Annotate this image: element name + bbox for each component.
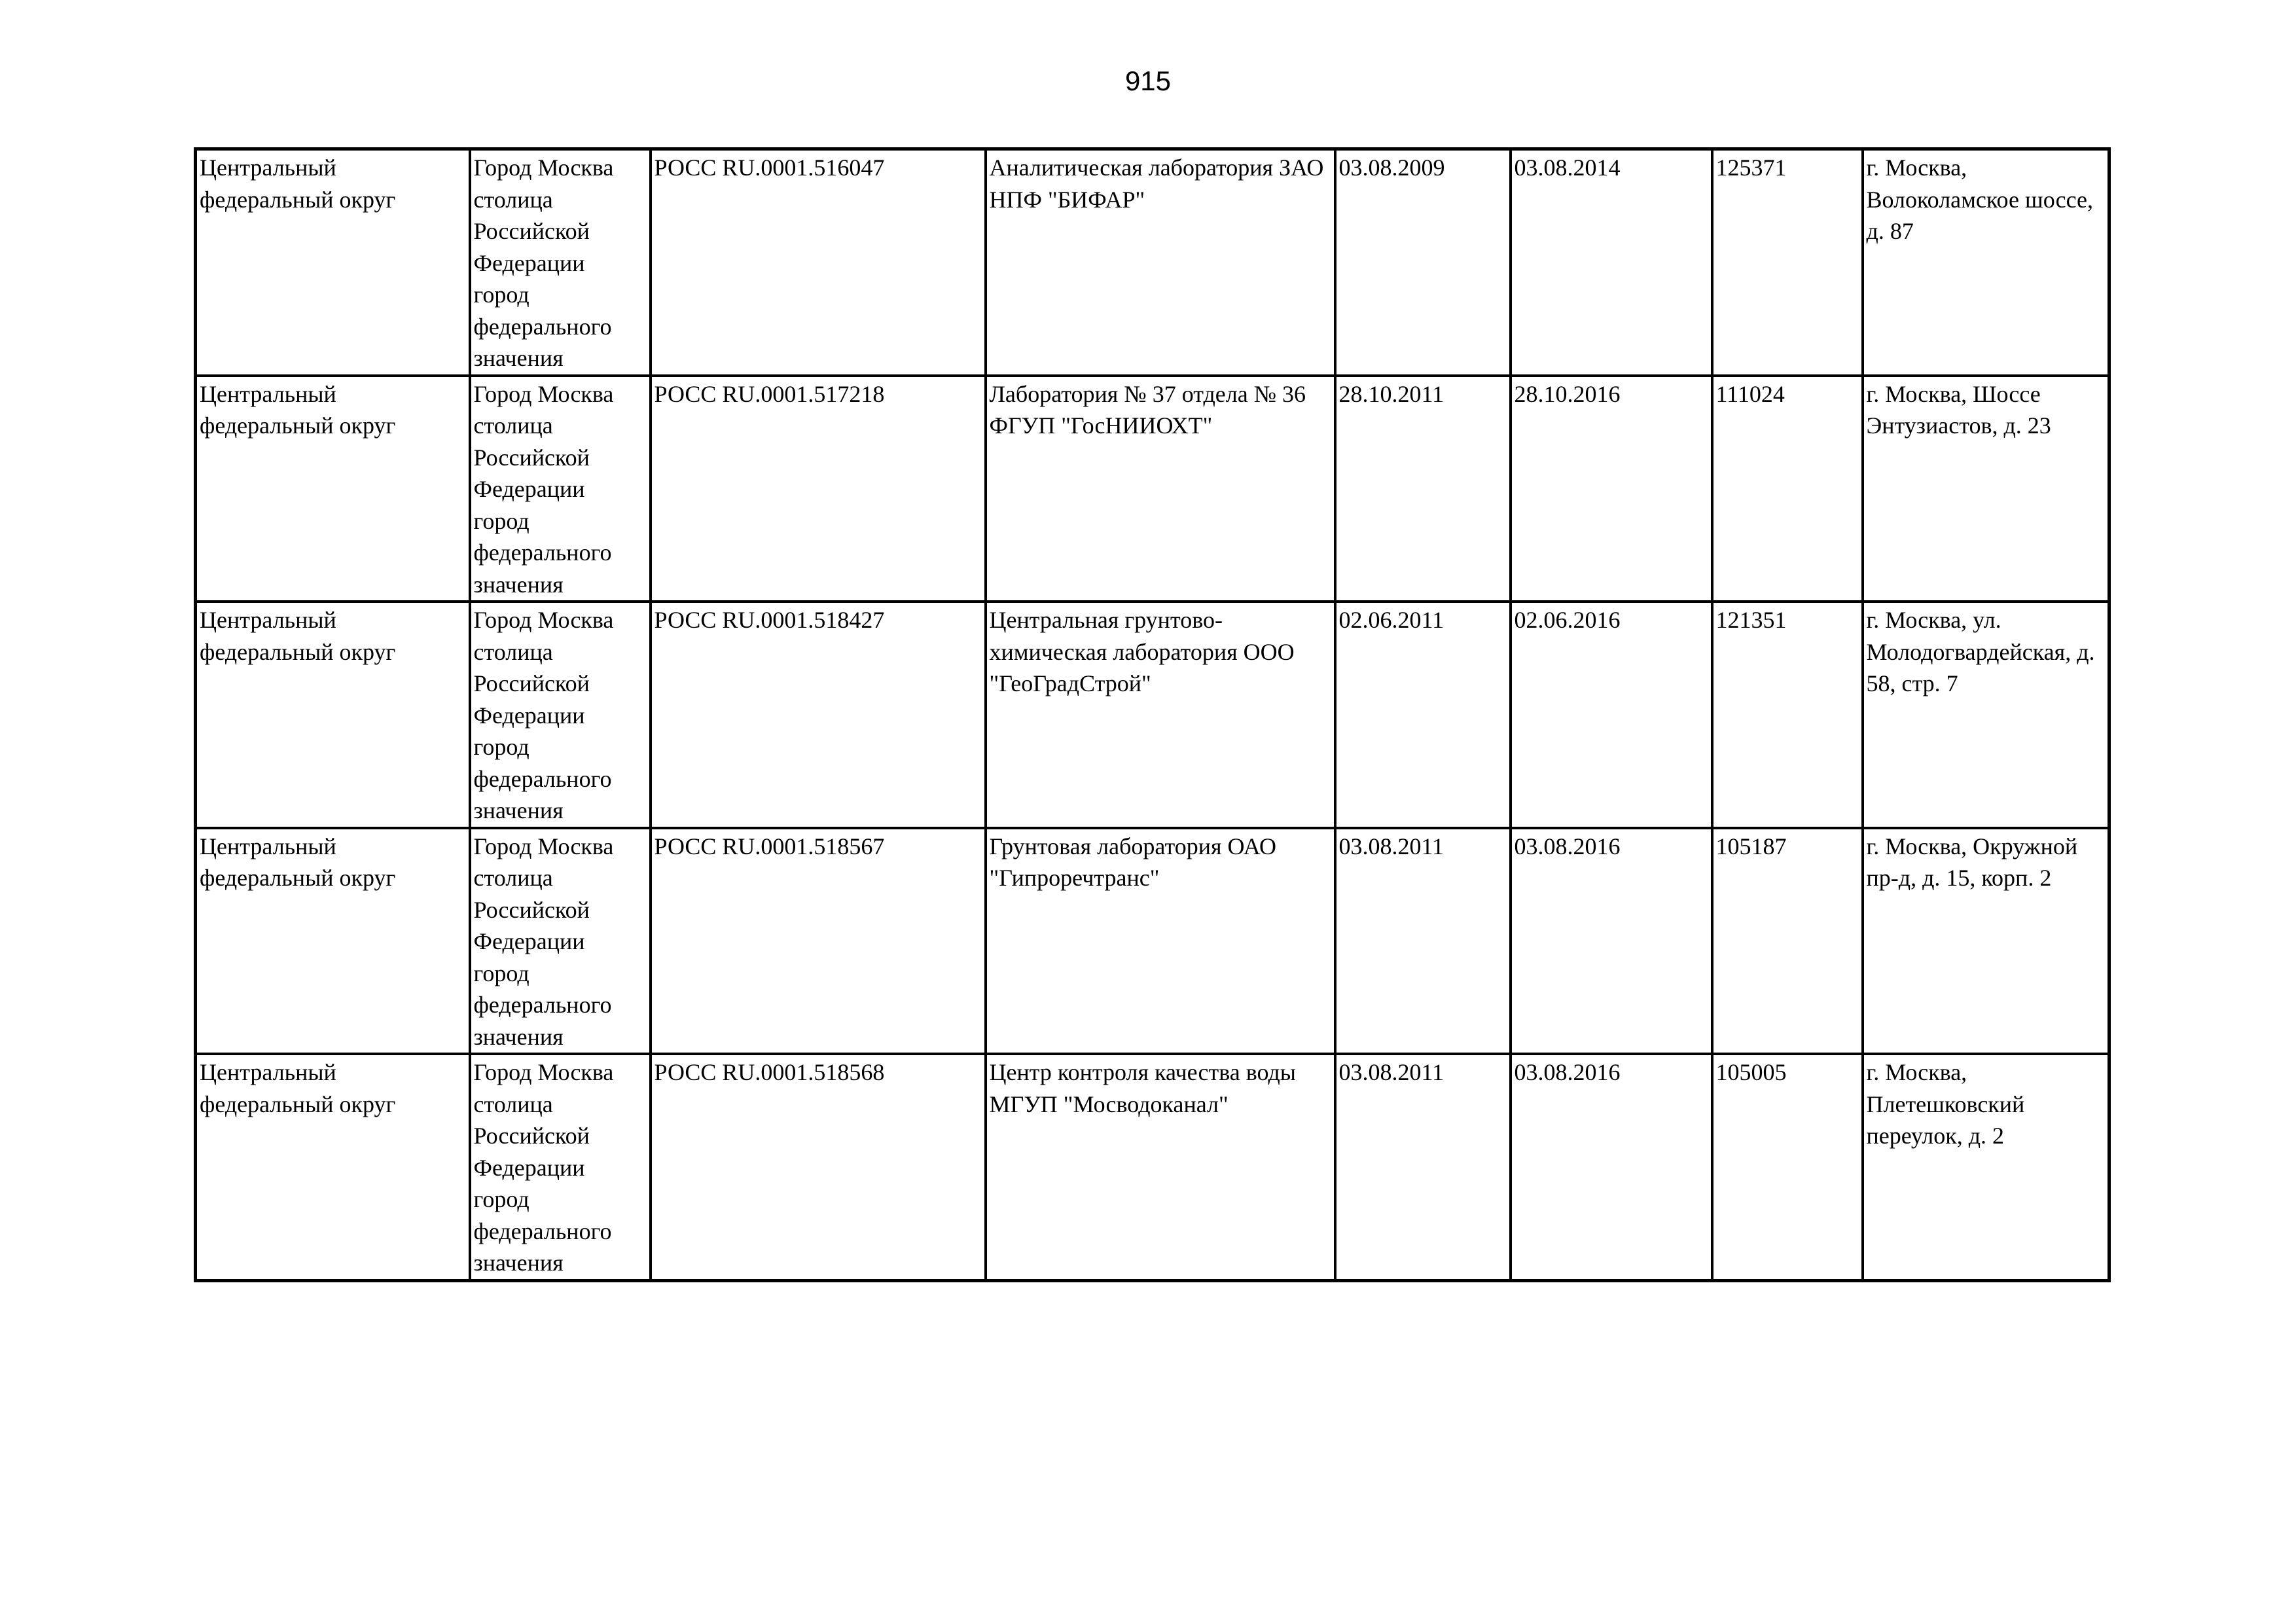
region-cell: Город Москва столица Российской Федерации город федерального значения [470, 376, 651, 602]
address-cell: г. Москва, Плетешковский переулок, д. 2 [1863, 1054, 2109, 1280]
district-cell: Центральный федеральный округ [196, 376, 470, 602]
date-issued-cell: 02.06.2011 [1335, 602, 1511, 828]
address-cell: г. Москва, Шоссе Энтузиастов, д. 23 [1863, 376, 2109, 602]
registry-table [194, 147, 2111, 1282]
table-row [196, 149, 2109, 376]
address-cell: г. Москва, ул. Молодогвардейская, д. 58, стр. 7 [1863, 602, 2109, 828]
date-issued-cell: 03.08.2011 [1335, 1054, 1511, 1280]
postal-code-cell: 111024 [1712, 376, 1863, 602]
postal-code-cell: 105005 [1712, 1054, 1863, 1280]
table-row [196, 1054, 2109, 1280]
reg-number-cell: РОСС RU.0001.517218 [651, 376, 986, 602]
date-valid-cell: 03.08.2014 [1511, 149, 1712, 376]
organization-cell: Центральная грунтово-химическая лаборатория ООО "ГеоГрадСтрой" [986, 602, 1335, 828]
region-cell: Город Москва столица Российской Федерации город федерального значения [470, 149, 651, 376]
date-issued-cell: 03.08.2011 [1335, 828, 1511, 1055]
date-valid-cell: 28.10.2016 [1511, 376, 1712, 602]
organization-cell: Центр контроля качества воды МГУП "Мосводоканал" [986, 1054, 1335, 1280]
date-issued-cell: 03.08.2009 [1335, 149, 1511, 376]
organization-cell: Грунтовая лаборатория ОАО "Гипроречтранс" [986, 828, 1335, 1055]
district-cell: Центральный федеральный округ [196, 1054, 470, 1280]
address-cell: г. Москва, Волоколамское шоссе, д. 87 [1863, 149, 2109, 376]
reg-number-cell: РОСС RU.0001.518568 [651, 1054, 986, 1280]
table-row [196, 828, 2109, 1055]
date-issued-cell: 28.10.2011 [1335, 376, 1511, 602]
reg-number-cell: РОСС RU.0001.518567 [651, 828, 986, 1055]
table-row [196, 376, 2109, 602]
region-cell: Город Москва столица Российской Федерации город федерального значения [470, 1054, 651, 1280]
organization-cell: Аналитическая лаборатория ЗАО НПФ "БИФАР" [986, 149, 1335, 376]
district-cell: Центральный федеральный округ [196, 602, 470, 828]
date-valid-cell: 03.08.2016 [1511, 1054, 1712, 1280]
district-cell: Центральный федеральный округ [196, 828, 470, 1055]
region-cell: Город Москва столица Российской Федерации город федерального значения [470, 828, 651, 1055]
page-number: 915 [1124, 65, 1172, 96]
district-cell: Центральный федеральный округ [196, 149, 470, 376]
postal-code-cell: 125371 [1712, 149, 1863, 376]
region-cell: Город Москва столица Российской Федерации город федерального значения [470, 602, 651, 828]
reg-number-cell: РОСС RU.0001.516047 [651, 149, 986, 376]
table-row [196, 602, 2109, 828]
reg-number-cell: РОСС RU.0001.518427 [651, 602, 986, 828]
postal-code-cell: 105187 [1712, 828, 1863, 1055]
address-cell: г. Москва, Окружной пр-д, д. 15, корп. 2 [1863, 828, 2109, 1055]
date-valid-cell: 03.08.2016 [1511, 828, 1712, 1055]
organization-cell: Лаборатория № 37 отдела № 36 ФГУП "ГосНИИОХТ" [986, 376, 1335, 602]
postal-code-cell: 121351 [1712, 602, 1863, 828]
date-valid-cell: 02.06.2016 [1511, 602, 1712, 828]
